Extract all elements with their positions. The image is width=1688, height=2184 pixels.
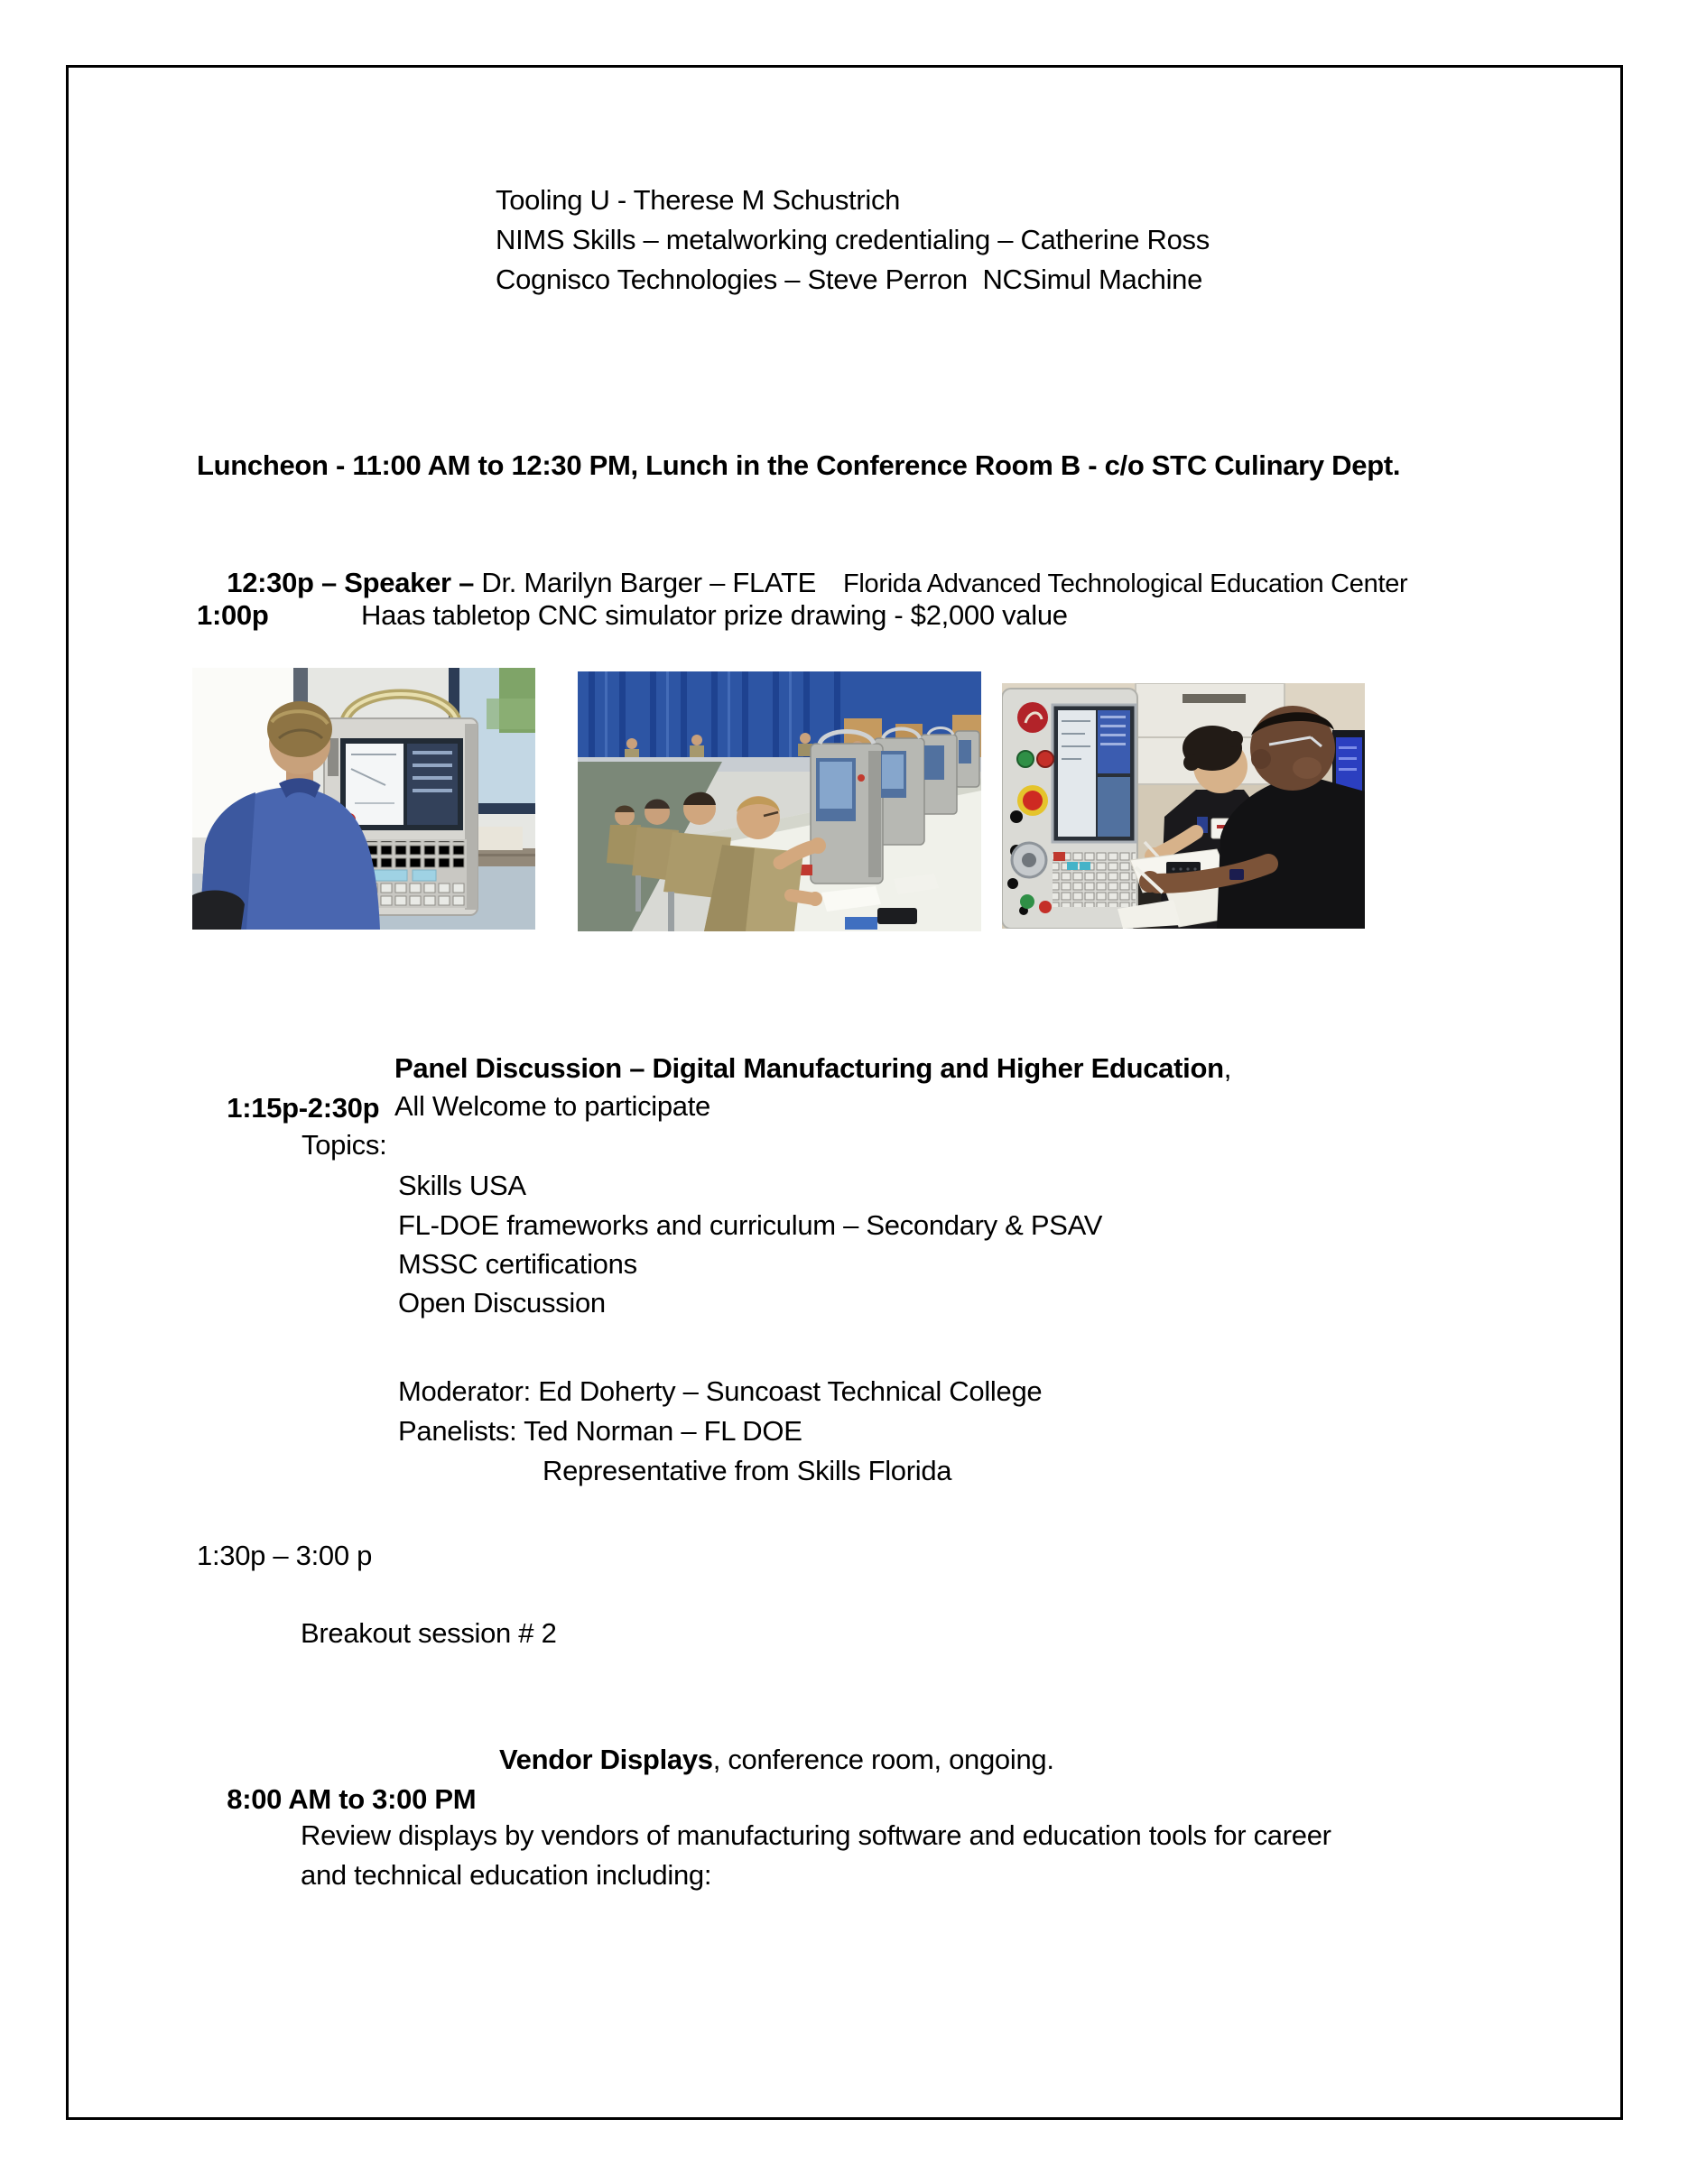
photo-competition-hall bbox=[578, 671, 981, 931]
panel-panelists-second: Representative from Skills Florida bbox=[543, 1455, 952, 1486]
intro-vendor-line-3: Cognisco Technologies – Steve Perron NCSimul Machine bbox=[496, 264, 1203, 295]
breakout-label: Breakout session # 2 bbox=[301, 1617, 557, 1649]
prize-text: Haas tabletop CNC simulator prize drawing - $2,000 value bbox=[361, 599, 1068, 631]
topic-item-4: Open Discussion bbox=[398, 1287, 606, 1319]
vendor-displays-time: 8:00 AM to 3:00 PM bbox=[227, 1783, 477, 1815]
vendor-displays-desc-1: Review displays by vendors of manufacturing software and education tools for career bbox=[301, 1819, 1331, 1851]
panel-panelists: Panelists: Ted Norman – FL DOE bbox=[398, 1415, 802, 1447]
intro-vendor-line-1: Tooling U - Therese M Schustrich bbox=[496, 184, 901, 216]
panel-title-comma: , bbox=[1223, 1052, 1232, 1084]
speaker-time: 12:30p – Speaker – bbox=[227, 567, 482, 598]
intro-vendor-line-2: NIMS Skills – metalworking credentialing – Catherine Ross bbox=[496, 224, 1210, 255]
vendor-displays-suffix: , conference room, ongoing. bbox=[712, 1744, 1054, 1775]
vendor-displays-title-wrap bbox=[499, 1740, 1054, 1780]
photo-cnc-trainee bbox=[192, 668, 535, 930]
panel-title-wrap bbox=[394, 1049, 1231, 1088]
luncheon-line: Luncheon - 11:00 AM to 12:30 PM, Lunch in the Conference Room B - c/o STC Culinary Dept. bbox=[197, 449, 1401, 481]
topic-item-3: MSSC certifications bbox=[398, 1248, 637, 1280]
vendor-displays-title: Vendor Displays bbox=[499, 1744, 713, 1775]
breakout-time: 1:30p – 3:00 p bbox=[197, 1540, 373, 1571]
prize-time: 1:00p bbox=[197, 599, 269, 631]
vendor-displays-desc-2: and technical education including: bbox=[301, 1859, 712, 1891]
topic-item-2: FL-DOE frameworks and curriculum – Secondary & PSAV bbox=[398, 1209, 1103, 1241]
panel-moderator: Moderator: Ed Doherty – Suncoast Technical College bbox=[398, 1375, 1043, 1407]
speaker-name: Dr. Marilyn Barger – FLATE bbox=[481, 567, 816, 598]
topics-label: Topics: bbox=[301, 1129, 387, 1161]
photo-panel-notes bbox=[1002, 683, 1365, 929]
panel-title: Panel Discussion – Digital Manufacturing and Higher Education bbox=[394, 1052, 1224, 1084]
panel-time: 1:15p-2:30p bbox=[227, 1092, 380, 1124]
topic-item-1: Skills USA bbox=[398, 1170, 526, 1201]
speaker-org: Florida Advanced Technological Education Center bbox=[843, 569, 1408, 598]
panel-subtitle: All Welcome to participate bbox=[394, 1090, 711, 1122]
